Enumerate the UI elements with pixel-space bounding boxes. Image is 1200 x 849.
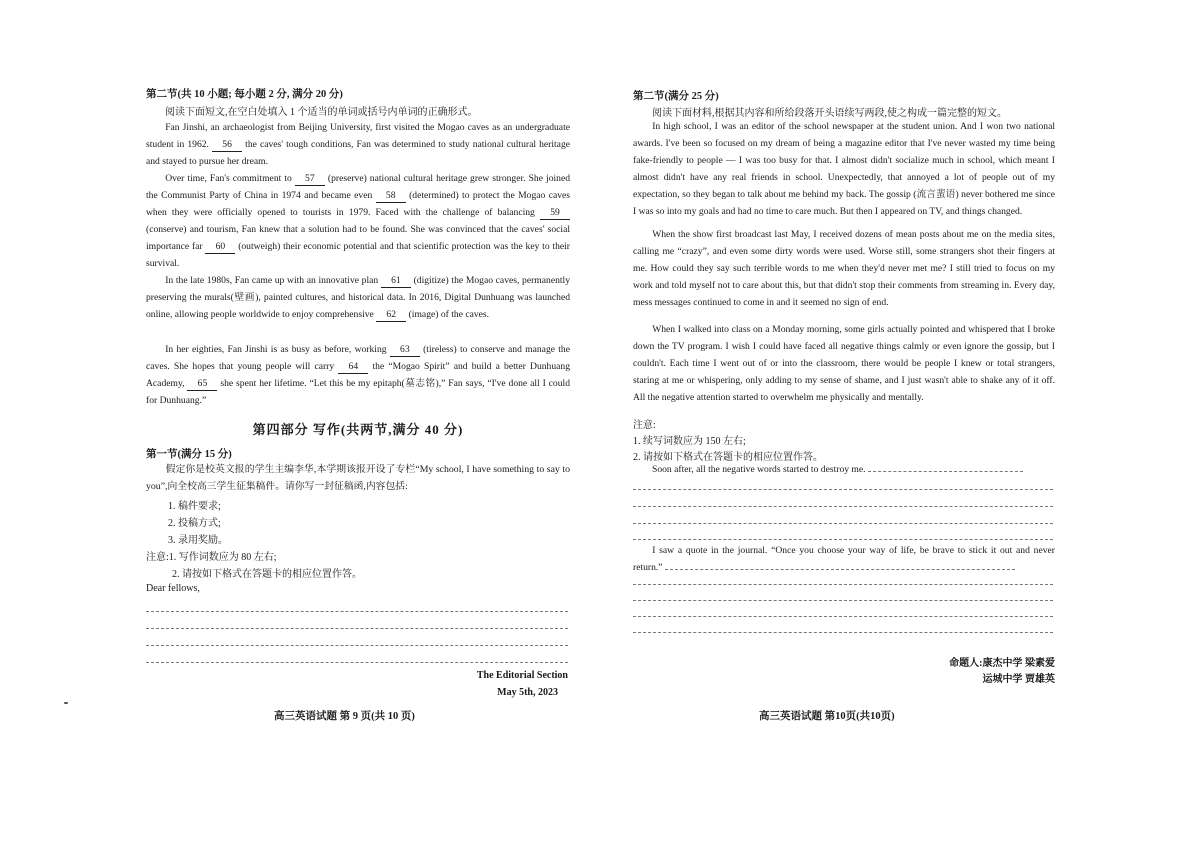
paragraph-opener-1	[652, 464, 1023, 475]
blank-56[interactable]: 56	[212, 139, 242, 152]
blank-60[interactable]: 60	[205, 241, 235, 254]
answer-line	[146, 645, 568, 646]
answer-line	[146, 662, 568, 663]
note-format: 2. 请按如下格式在答题卡的相应位置作答。	[172, 569, 362, 580]
paragraph-text: In her eighties, Fan Jinshi is as busy as before, working	[165, 344, 387, 355]
paragraph-text: Fan Jinshi, an archaeologist from Beijing University, first visited the Mogao caves as an undergraduate student in 1962.	[146, 122, 570, 150]
blank-58[interactable]: 58	[376, 190, 406, 203]
requirement-2: 2. 投稿方式;	[168, 518, 221, 529]
blank-63[interactable]: 63	[390, 344, 420, 357]
paragraph-text: (determined) to protect the Mogao caves when they were officially opened to tourists in 1979. Faced with the challenge of balancing	[146, 190, 571, 218]
answer-line	[633, 600, 1053, 601]
blank-57[interactable]: 57	[295, 173, 325, 186]
answer-line	[633, 523, 1053, 524]
paragraph-opener-2	[633, 542, 1055, 576]
cloze-paragraph-3	[146, 272, 570, 323]
paragraph-text: (digitize) the Mogao caves, permanently preserving the murals(壁画), painted cultures, and historical data. In 2016, Digital Dunhuang was launched online, allowing people worldwide to enjoy comprehensive	[146, 275, 571, 320]
section-1-heading: 第一节(满分 15 分)	[146, 449, 232, 460]
cloze-paragraph-2	[146, 170, 570, 272]
requirement-1: 1. 稿件要求;	[168, 501, 221, 512]
opener-text: I saw a quote in the journal. “Once you choose your way of life, be brave to stick it out and never return.”	[633, 545, 1055, 573]
page-footer: 高三英语试题 第10页(共10页)	[759, 711, 895, 722]
answer-line	[665, 569, 1015, 570]
paragraph-text: the “Mogao Spirit” and build a better Dunhuang Academy,	[146, 361, 571, 389]
cloze-instruction: 阅读下面短文,在空白处填入 1 个适当的单词或括号内单词的正确形式。	[165, 107, 478, 118]
section-2-heading: 第二节(共 10 小题; 每小题 2 分, 满分 20 分)	[146, 89, 343, 100]
continuation-instruction: 阅读下面材料,根据其内容和所给段落开头语续写两段,使之构成一篇完整的短文。	[652, 108, 1007, 119]
answer-line	[633, 506, 1053, 507]
requirement-3: 3. 录用奖励。	[168, 535, 228, 546]
paragraph-text: the caves' tough conditions, Fan was determined to study national cultural heritage and stayed to pursue her dream.	[146, 139, 571, 167]
cloze-paragraph-4	[146, 341, 570, 409]
paragraph-text: (outweigh) their economic potential and that scientific protection was the key to their survival.	[146, 241, 570, 269]
signature-date: May 5th, 2023	[497, 687, 558, 698]
question-setter-1: 命题人:康杰中学 梁素爱	[949, 658, 1055, 669]
paragraph-text: (preserve) national cultural heritage grew stronger. She joined the Communist Party of China in 1974 and became even	[146, 173, 571, 201]
writing-prompt: 假定你是校英文报的学生主编李华,本学期该报开设了专栏“My school, I have something to say to you”,向全校高三学生征集稿件。请你写一封征稿函,内容包括:	[146, 464, 570, 492]
signature-editorial: The Editorial Section	[476, 670, 568, 681]
answer-line	[633, 584, 1053, 585]
paragraph-text: (image) of the caves.	[408, 309, 490, 320]
cloze-paragraph-1	[146, 119, 570, 170]
answer-line	[633, 632, 1053, 633]
part-4-title: 第四部分 写作(共两节,满分 40 分)	[252, 422, 464, 437]
paragraph-text: she spent her lifetime. “Let this be my epitaph(墓志铭),” Fan says, “I've done all I could for Dunhuang.”	[146, 378, 570, 406]
answer-line	[146, 628, 568, 629]
answer-line	[633, 539, 1053, 540]
story-paragraph-1: In high school, I was an editor of the school newspaper at the student union. And I won two national awards. I've been so focused on my dream of being a magazine editor that I've never wasted my time being fake-friendly to people — I was too busy for that. I almost didn't socialize much in school, which meant I almost didn't have any real friends in school. Unexpectedly, that annoyed a lot of people out of my expectation, so they began to talk about me behind my back. The gossip (流言蜚语) never bothered me since I was so into my goals and had no time to care much. But then I appeared on TV, and things changed.	[633, 121, 1055, 217]
scan-speck	[64, 702, 68, 704]
note-label: 注意:	[633, 420, 656, 431]
story-paragraph-3: When I walked into class on a Monday morning, some girls actually pointed and whispered that I broke down the TV program. I wish I could have faced all negative things calmly or even ignore the gossip, but I couldn't. Each time I went out of or into the classroom, there would be people I knew or total strangers, staring at me or whispering, only adding to my sense of shame, and I just wasn't able to shake any of it off. All the negative attention started to overwhelm me physically and mentally.	[633, 324, 1055, 403]
question-setter-2: 运城中学 贾雄英	[982, 674, 1055, 685]
answer-line	[633, 616, 1053, 617]
blank-61[interactable]: 61	[381, 275, 411, 288]
paragraph-text: Over time, Fan's commitment to	[165, 173, 292, 184]
blank-59[interactable]: 59	[540, 207, 570, 220]
answer-line	[633, 489, 1053, 490]
note-word-count: 1. 续写词数应为 150 左右;	[633, 436, 746, 447]
blank-62[interactable]: 62	[376, 309, 406, 322]
blank-64[interactable]: 64	[338, 361, 368, 374]
salutation: Dear fellows,	[146, 583, 200, 594]
note-word-count: 注意:1. 写作词数应为 80 左右;	[146, 552, 277, 563]
page-footer: 高三英语试题 第 9 页(共 10 页)	[274, 711, 415, 722]
paragraph-text: (tireless) to conserve and manage the caves. She hopes that young people will carry	[146, 344, 570, 372]
blank-65[interactable]: 65	[187, 378, 217, 391]
paragraph-text: In the late 1980s, Fan came up with an innovative plan	[165, 275, 379, 286]
opener-text: Soon after, all the negative words started to destroy me.	[652, 464, 866, 475]
note-format: 2. 请按如下格式在答题卡的相应位置作答。	[633, 452, 823, 463]
answer-line	[868, 471, 1023, 472]
answer-line	[146, 611, 568, 612]
paragraph-text: (conserve) and tourism, Fan knew that a solution had to be found. She was convinced that the caves' social importance far	[146, 224, 570, 252]
section-2-heading: 第二节(满分 25 分)	[633, 91, 719, 102]
story-paragraph-2: When the show first broadcast last May, I received dozens of mean posts about me on the media sites, calling me “crazy”, and even some dirty words were used. Worse still, some strangers shot their fingers at me. How could they say such terrible words to me when they'd never met me? I still tried to focus on my work and told myself not to care about this, but that didn't stop their comments from streaming in. Every day, mess messages continued to come in and it seemed no sign of end.	[633, 229, 1055, 308]
